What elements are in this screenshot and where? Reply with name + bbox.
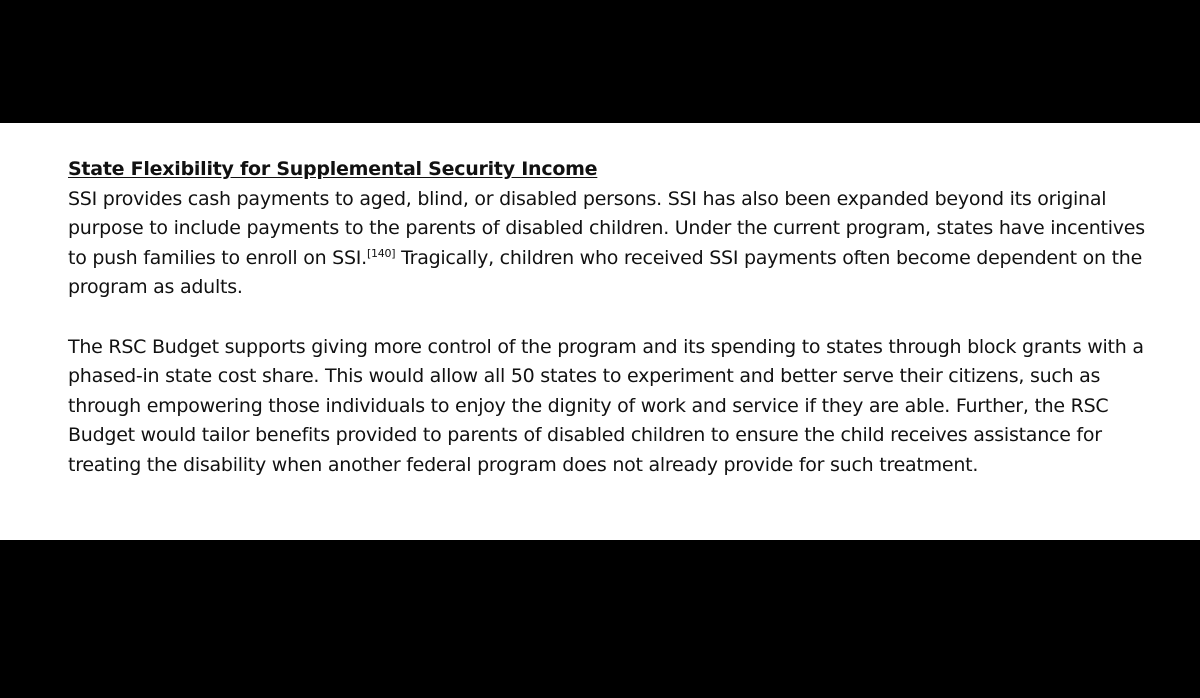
- footnote-reference[interactable]: [140]: [366, 246, 396, 260]
- paragraph-1-text: SSI provides cash payments to aged, blind, or disabled persons. SSI has also been expanded beyond its original purpose to include payments to the parents of disabled children. Under the current program, states have incentives to push families to enroll on SSI.: [68, 187, 1145, 269]
- document-body: [68, 155, 1148, 481]
- document-panel: [0, 123, 1200, 540]
- top-letterbox-bar: [0, 0, 1200, 123]
- bottom-letterbox-bar: [0, 540, 1200, 698]
- paragraph-2: The RSC Budget supports giving more control of the program and its spending to states through block grants with a phased-in state cost share. This would allow all 50 states to experiment and better serve their citizens, such as through empowering those individuals to enjoy the dignity of work and service if they are able. Further, the RSC Budget would tailor benefits provided to parents of disabled children to ensure the child receives assistance for treating the disability when another federal program does not already provide for such treatment.: [68, 335, 1144, 476]
- paragraph-1: [68, 185, 1148, 303]
- section-heading: State Flexibility for Supplemental Security Income: [68, 158, 598, 180]
- paragraph-1-continuation: Tragically, children who received SSI payments often become dependent on the program as adults.: [68, 246, 1143, 299]
